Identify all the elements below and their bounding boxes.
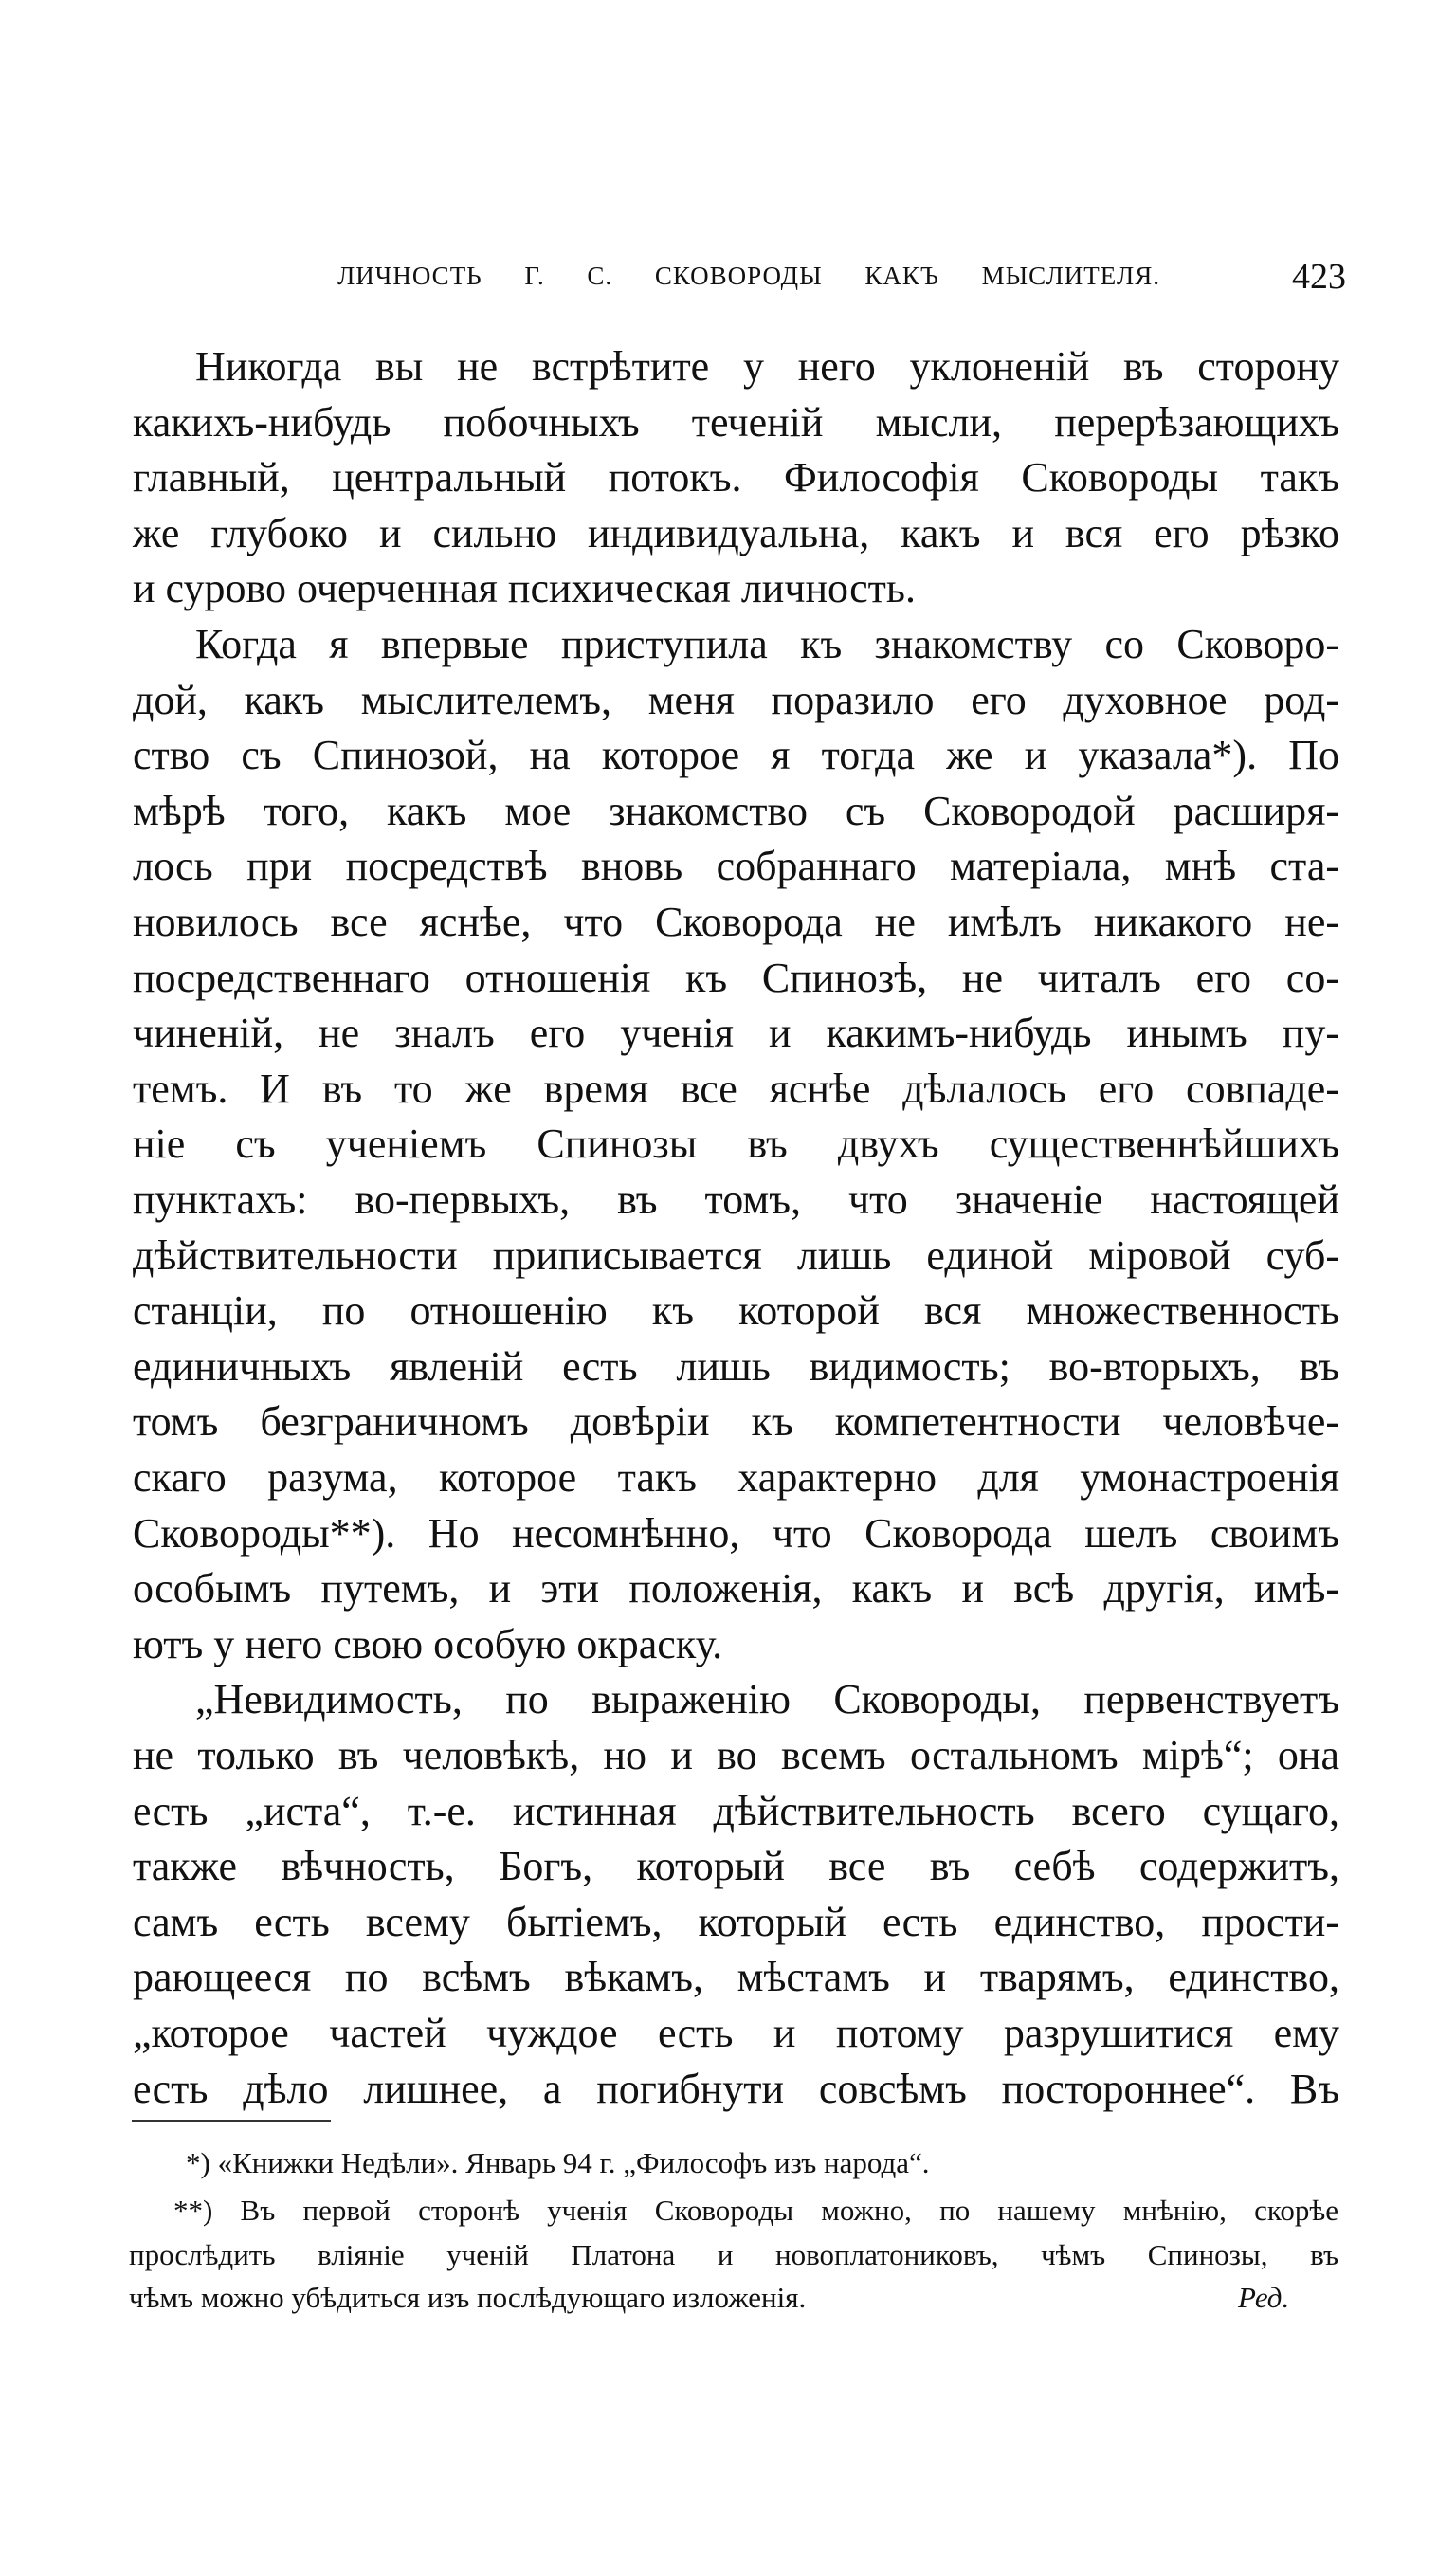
text-line: посредственнаго отношенія къ Спинозѣ, не читалъ его со- [133,954,1339,1001]
text-line: самъ есть всему бытіемъ, который есть единство, прости- [133,1898,1339,1945]
text-line: ютъ у него свою особую окраску. [133,1620,723,1667]
text-line: пунктахъ: во-первыхъ, въ томъ, что значеніе настоящей [133,1176,1339,1223]
text-line: ство съ Спинозой, на которое я тогда же и указала*). По [133,732,1339,779]
text-line: Сковороды**). Но несомнѣнно, что Сковорода шелъ своимъ [133,1509,1339,1557]
text-line: есть дѣло лишнее, а погибнути совсѣмъ постороннее“. Въ [133,2065,1339,2112]
text-line: ніе съ ученіемъ Спинозы въ двухъ существеннѣйшихъ [133,1121,1339,1168]
text-line: новилось все яснѣе, что Сковорода не имѣлъ никакого не- [133,899,1339,945]
running-title: ЛИЧНОСТЬ Г. С. СКОВОРОДЫ КАКЪ МЫСЛИТЕЛЯ. [337,262,1160,290]
text-line: какихъ-нибудь побочныхъ теченій мысли, перерѣзающихъ [133,398,1339,446]
text-line: Когда я впервые приступила къ знакомству со Сковоро- [195,621,1339,667]
text-line: темъ. И въ то же время все яснѣе дѣлалось его совпаде- [133,1065,1339,1112]
footnote-line: прослѣдить вліяніе ученій Платона и новоплатониковъ, чѣмъ Спинозы, въ [129,2238,1338,2271]
text-line: томъ безграничномъ довѣріи къ компетентности человѣче- [133,1398,1339,1446]
text-line: „Невидимость, по выраженію Сковороды, первенствуетъ [195,1676,1339,1723]
text-line: дой, какъ мыслителемъ, меня поразило его духовное род- [133,676,1339,723]
text-line: есть „иста“, т.-е. истинная дѣйствительность всего сущаго, [133,1787,1339,1834]
text-line: рающееся по всѣмъ вѣкамъ, мѣстамъ и тварямъ, единство, [133,1954,1339,2001]
editor-mark: Ред. [1238,2281,1290,2314]
footnote-line: *) «Книжки Недѣли». Январь 94 г. „Философъ изъ народа“. [186,2146,930,2179]
text-line: станціи, по отношенію къ которой вся множественность [133,1287,1339,1335]
footnote-line: **) Въ первой сторонѣ ученія Сковороды можно, по нашему мнѣнію, скорѣе [173,2194,1338,2227]
text-line: особымъ путемъ, и эти положенія, какъ и всѣ другія, имѣ- [133,1565,1339,1612]
text-line: Никогда вы не встрѣтите у него уклоненій въ сторону [195,343,1339,390]
text-line: и сурово очерченная психическая личность. [133,565,916,612]
page-number: 423 [1292,257,1346,297]
footnote-divider [132,2120,331,2122]
text-line: единичныхъ явленій есть лишь видимость; во-вторыхъ, въ [133,1342,1339,1390]
text-line: мѣрѣ того, какъ мое знакомство съ Сковородой расширя- [133,787,1339,834]
text-line: скаго разума, которое такъ характерно для умонастроенія [133,1454,1339,1501]
text-line: главный, центральный потокъ. Философія Сковороды такъ [133,454,1339,501]
text-line: дѣйствительности приписывается лишь единой міровой суб- [133,1231,1339,1279]
text-line: лось при посредствѣ вновь собраннаго матеріала, мнѣ ста- [133,843,1339,890]
text-line: „которое частей чуждое есть и потому разрушитися ему [133,2010,1339,2056]
text-line: также вѣчность, Богъ, который все въ себѣ содержитъ, [133,1843,1339,1890]
text-line: чиненій, не зналъ его ученія и какимъ-нибудь инымъ пу- [133,1010,1339,1057]
text-line: же глубоко и сильно индивидуальна, какъ и вся его рѣзко [133,509,1339,556]
text-line: не только въ человѣкѣ, но и во всемъ остальномъ мірѣ“; она [133,1732,1339,1778]
footnote-line: чѣмъ можно убѣдиться изъ послѣдующаго изложенія. [129,2281,807,2314]
